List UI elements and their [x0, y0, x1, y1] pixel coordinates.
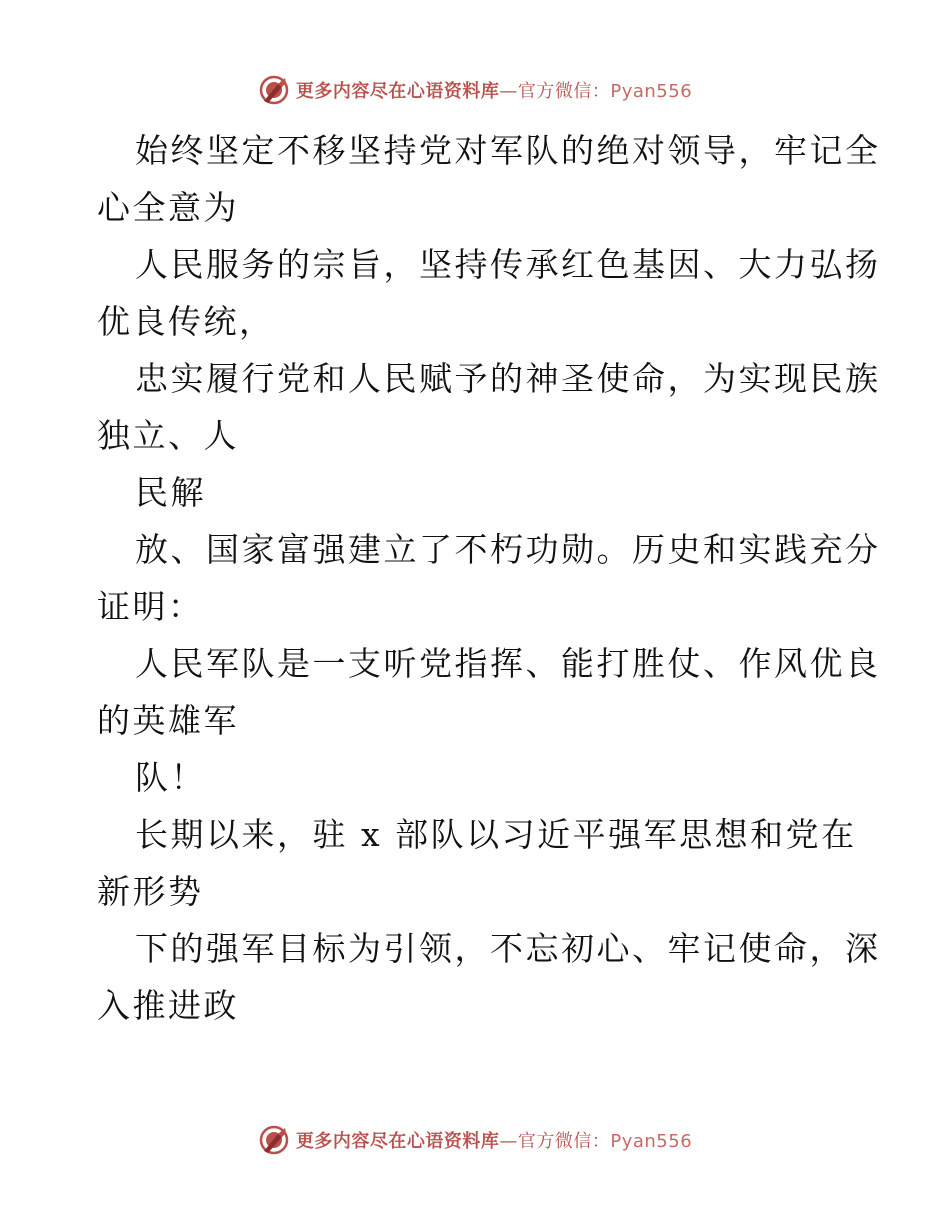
- body-line: 长期以来，驻 x 部队以习近平强军思想和党在: [135, 815, 857, 854]
- body-line: 人民军队是一支听党指挥、能打胜仗、作风优良: [135, 644, 881, 683]
- header-separator: —: [499, 81, 518, 102]
- document-body: [97, 122, 881, 1034]
- header-contact-label: 官方微信：: [517, 81, 611, 102]
- body-line: 新形势: [97, 872, 204, 911]
- footer-banner: [0, 1122, 950, 1158]
- footer-contact-id: Pyan556: [610, 1131, 693, 1152]
- footer-brand-text: 更多内容尽在心语资料库: [295, 1131, 500, 1152]
- header-banner: [0, 72, 950, 108]
- body-line: 心全意为: [97, 188, 239, 227]
- body-line: 放、国家富强建立了不朽功勋。历史和实践充分: [135, 530, 881, 569]
- header-brand-text: 更多内容尽在心语资料库: [295, 81, 500, 102]
- footer-separator: —: [499, 1131, 518, 1152]
- body-line: 忠实履行党和人民赋予的神圣使命，为实现民族: [135, 359, 881, 398]
- body-line: 人民服务的宗旨，坚持传承红色基因、大力弘扬: [135, 245, 881, 284]
- body-line: 优良传统，: [97, 302, 275, 341]
- body-line: 独立、人: [97, 416, 239, 455]
- footer-banner-text: [296, 1127, 692, 1153]
- header-banner-text: [296, 77, 692, 103]
- body-line: 下的强军目标为引领，不忘初心、牢记使命，深: [135, 929, 881, 968]
- body-line: 队！: [135, 758, 206, 797]
- pen-nib-logo-icon: [258, 74, 290, 106]
- footer-contact-label: 官方微信：: [517, 1131, 611, 1152]
- body-line: 的英雄军: [97, 701, 239, 740]
- body-line: 始终坚定不移坚持党对军队的绝对领导，牢记全: [135, 131, 881, 170]
- pen-nib-logo-icon: [258, 1124, 290, 1156]
- body-line: 证明：: [97, 587, 204, 626]
- header-contact-id: Pyan556: [610, 81, 693, 102]
- body-line: 民解: [135, 473, 206, 512]
- body-line: 入推进政: [97, 986, 239, 1025]
